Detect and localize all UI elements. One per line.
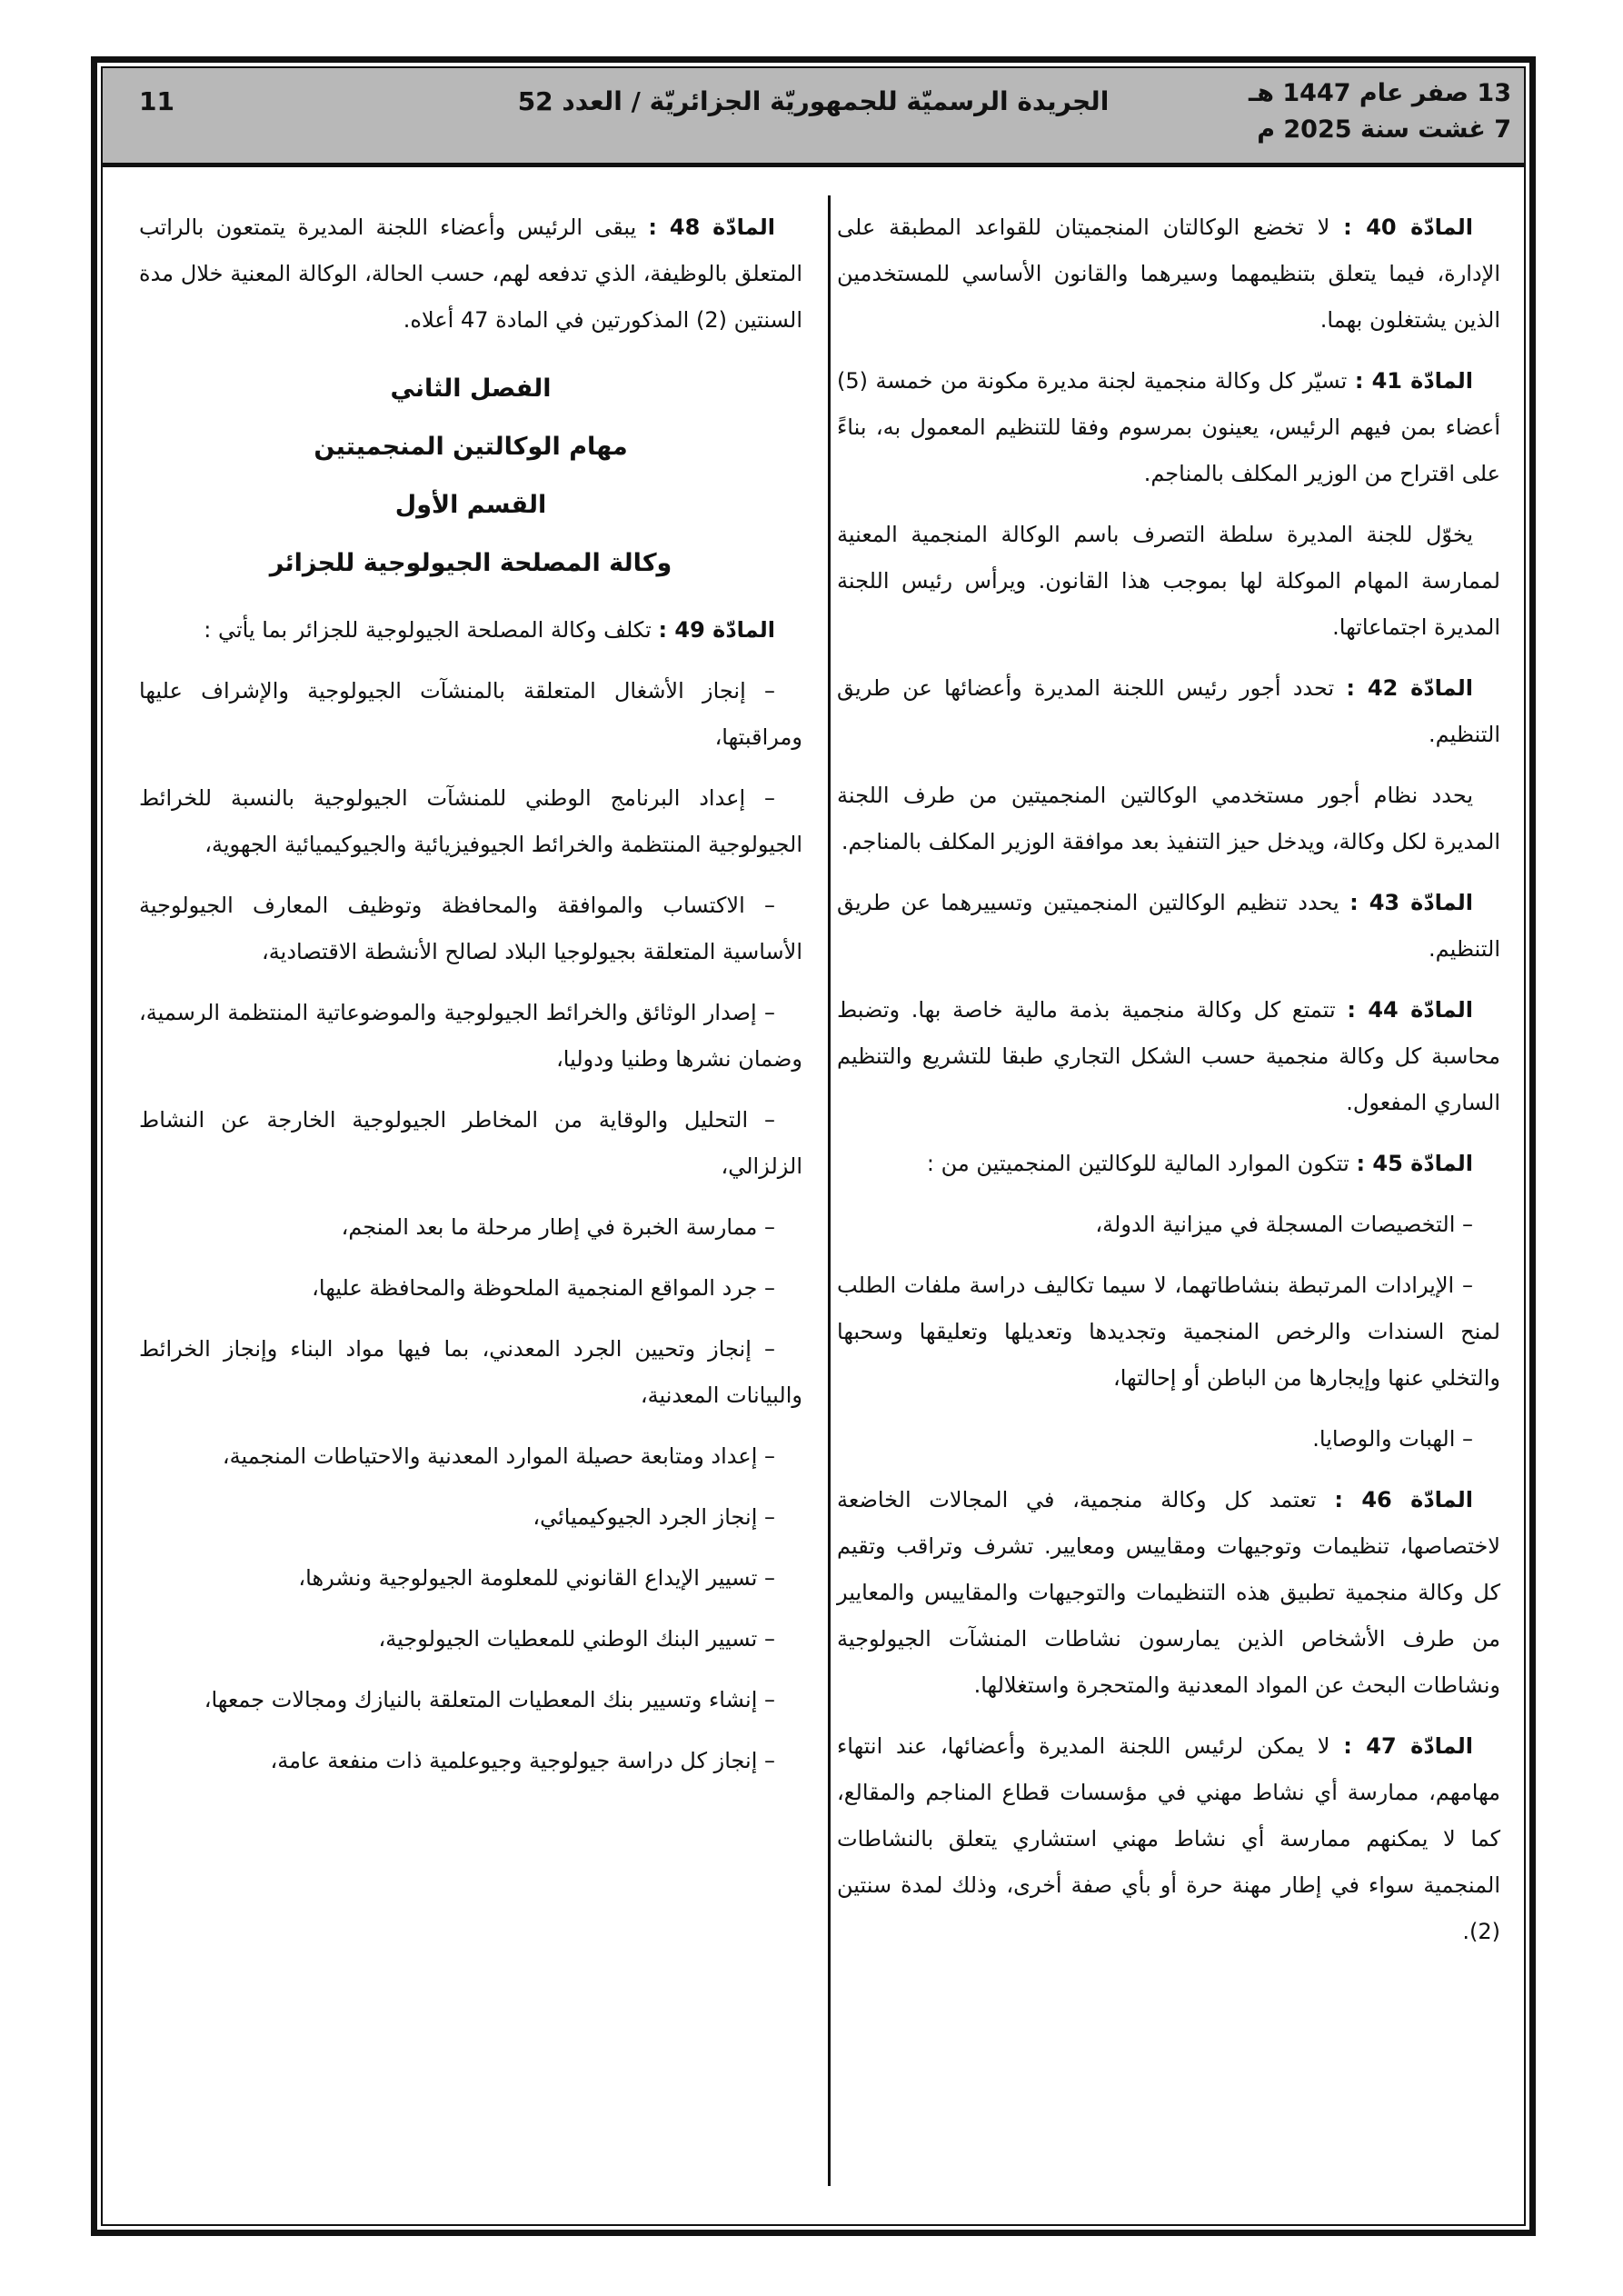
list-item: – تسيير الإيداع القانوني للمعلومة الجيولوجية ونشرها، <box>298 1565 775 1591</box>
paragraph-text: تتمتع كل وكالة منجمية بذمة مالية خاصة بها. وتضبط محاسبة كل وكالة منجمية حسب الشكل التجاري طبقا للتشريع والتنظيم الساري المفعول. <box>837 997 1500 1115</box>
article-text: يبقى الرئيس وأعضاء اللجنة المديرة يتمتعون بالراتب المتعلق بالوظيفة، الذي تدفعه لهم، حسب الحالة، الوكالة المعنية خلال مدة السنتين (2) المذكورتين في المادة 47 أعلاه. <box>139 215 802 333</box>
article-label: المادّة 40 : <box>1343 215 1473 240</box>
article-label: المادّة 49 : <box>658 617 775 643</box>
paragraph-text: تعتمد كل وكالة منجمية، في المجالات الخاضعة لاختصاصها، تنظيمات وتوجيهات ومقاييس ومعايير. تشرف وتراقب وتقيم كل وكالة منجمية تطبيق هذه التنظيمات والتوجيهات والمقاييس والمعايير من طرف الأشخاص الذين يمارسون نشاطات المنشآت الجيولوجية ونشاطات البحث عن المواد المعدنية والمتحجرة واستغلالها. <box>837 1487 1500 1698</box>
paragraph <box>837 1202 1500 1248</box>
article-text: تكلف وكالة المصلحة الجيولوجية للجزائر بما يأتي : <box>204 617 659 643</box>
section-title: وكالة المصلحة الجيولوجية للجزائر <box>269 549 672 577</box>
article-label: المادّة 44 : <box>1347 997 1473 1023</box>
list-item: – إنجاز وتحيين الجرد المعدني، بما فيها مواد البناء وإنجاز الخرائط والبيانات المعدنية، <box>139 1336 802 1408</box>
paragraph-text: – الإيرادات المرتبطة بنشاطاتهما، لا سيما تكاليف دراسة ملفات الطلب لمنح السندات والرخص المنجمية وتجديدها وتعديلها وتعليقها وسحبها والتخلي عنها وإيجارها من الباطن أو إحالتها، <box>837 1273 1500 1391</box>
gazette-title: الجريدة الرسميّة للجمهوريّة الجزائريّة / العدد 52 <box>517 86 1110 116</box>
article-label: المادّة 41 : <box>1354 368 1473 394</box>
paragraph-text: تحدد أجور رئيس اللجنة المديرة وأعضائها عن طريق التنظيم. <box>837 675 1500 747</box>
paragraph <box>837 512 1500 651</box>
chapter-heading: الفصل الثاني <box>390 374 552 403</box>
paragraph-text: يخوّل للجنة المديرة سلطة التصرف باسم الوكالة المنجمية المعنية لممارسة المهام الموكلة لها بموجب هذا القانون. ويرأس رئيس اللجنة المديرة اجتماعاتها. <box>837 522 1500 640</box>
paragraph <box>837 880 1500 973</box>
paragraph-text: تسيّر كل وكالة منجمية لجنة مديرة مكونة من خمسة (5) أعضاء بمن فيهم الرئيس، يعينون بمرسوم وفقا للتنظيم المعمول به، بناءً على اقتراح من الوزير المكلف بالمناجم. <box>837 368 1500 486</box>
article-49-items <box>139 668 802 1784</box>
paragraph-text: لا تخضع الوكالتان المنجميتان للقواعد المطبقة على الإدارة، فيما يتعلق بتنظيمهما وسيرهما والقانون الأساسي للمستخدمين الذين يشتغلون بهما. <box>837 215 1500 333</box>
right-column <box>837 205 1500 1970</box>
paragraph <box>837 205 1500 344</box>
paragraph <box>837 987 1500 1126</box>
paragraph <box>837 358 1500 497</box>
list-item: – ممارسة الخبرة في إطار مرحلة ما بعد المنجم، <box>341 1214 775 1240</box>
list-item: – إنجاز كل دراسة جيولوجية وجيوعلمية ذات منفعة عامة، <box>270 1748 775 1773</box>
paragraph-text: يحدد تنظيم الوكالتين المنجميتين وتسييرهما عن طريق التنظيم. <box>837 890 1500 962</box>
article-48 <box>139 205 802 344</box>
article-label: المادّة 47 : <box>1343 1733 1474 1759</box>
paragraph-text: لا يمكن لرئيس اللجنة المديرة وأعضائها، عند انتهاء مهامهم، ممارسة أي نشاط مهني في مؤسسات قطاع المناجم والمقالع، كما لا يمكنهم ممارسة أي نشاط مهني استشاري يتعلق بالنشاطات المنجمية سواء في إطار مهنة حرة أو بأي صفة أخرى، وذلك لمدة سنتين (2). <box>837 1733 1500 1944</box>
column-divider <box>828 195 831 2186</box>
page-frame-inner <box>101 66 1526 2226</box>
paragraph <box>837 1723 1500 1955</box>
date-hijri: 13 صفر عام 1447 هـ <box>1249 79 1511 107</box>
list-item: – التحليل والوقاية من المخاطر الجيولوجية الخارجة عن النشاط الزلزالي، <box>139 1107 802 1179</box>
section-headings <box>139 364 802 589</box>
list-item: – الاكتساب والموافقة والمحافظة وتوظيف المعارف الجيولوجية الأساسية المتعلقة بجيولوجيا البلاد لصالح الأنشطة الاقتصادية، <box>139 893 802 964</box>
article-label: المادّة 46 : <box>1334 1487 1473 1512</box>
page-frame <box>91 56 1536 2236</box>
list-item: – تسيير البنك الوطني للمعطيات الجيولوجية، <box>378 1626 775 1652</box>
chapter-title: مهام الوكالتين المنجميتين <box>314 433 628 461</box>
page-header <box>103 68 1524 167</box>
page-number: 11 <box>139 86 174 116</box>
article-label: المادّة 48 : <box>648 215 776 240</box>
list-item: – إنجاز الأشغال المتعلقة بالمنشآت الجيولوجية والإشراف عليها ومراقبتها، <box>139 678 802 750</box>
list-item: – جرد المواقع المنجمية الملحوظة والمحافظة عليها، <box>312 1275 775 1301</box>
paragraph-text: – التخصيصات المسجلة في ميزانية الدولة، <box>1095 1212 1473 1237</box>
article-49 <box>139 607 802 654</box>
article-label: المادّة 42 : <box>1346 675 1474 701</box>
list-item: – إعداد البرنامج الوطني للمنشآت الجيولوجية بالنسبة للخرائط الجيولوجية المنتظمة والخرائط الجيوفيزيائية والجيوكيميائية الجهوية، <box>139 785 802 857</box>
list-item: – إنشاء وتسيير بنك المعطيات المتعلقة بالنيازك ومجالات جمعها، <box>204 1687 775 1712</box>
paragraph-text: تتكون الموارد المالية للوكالتين المنجميتين من : <box>926 1151 1357 1176</box>
paragraph <box>837 665 1500 758</box>
article-label: المادّة 45 : <box>1356 1151 1473 1176</box>
paragraph <box>837 1263 1500 1402</box>
article-label: المادّة 43 : <box>1349 890 1473 915</box>
left-column <box>139 205 802 1799</box>
list-item: – إصدار الوثائق والخرائط الجيولوجية والموضوعاتية المنتظمة الرسمية، وضمان نشرها وطنيا ودوليا، <box>139 1000 802 1072</box>
paragraph <box>837 1141 1500 1187</box>
section-heading: القسم الأول <box>394 491 547 519</box>
paragraph <box>837 1416 1500 1462</box>
list-item: – إنجاز الجرد الجيوكيميائي، <box>533 1504 775 1530</box>
date-gregorian: 7 غشت سنة 2025 م <box>1257 115 1511 144</box>
paragraph-text: – الهبات والوصايا. <box>1312 1426 1473 1452</box>
paragraph <box>837 1477 1500 1709</box>
list-item: – إعداد ومتابعة حصيلة الموارد المعدنية والاحتياطات المنجمية، <box>222 1443 775 1469</box>
paragraph <box>837 773 1500 865</box>
paragraph-text: يحدد نظام أجور مستخدمي الوكالتين المنجميتين من طرف اللجنة المديرة لكل وكالة، ويدخل حيز التنفيذ بعد موافقة الوزير المكلف بالمناجم. <box>837 783 1500 854</box>
